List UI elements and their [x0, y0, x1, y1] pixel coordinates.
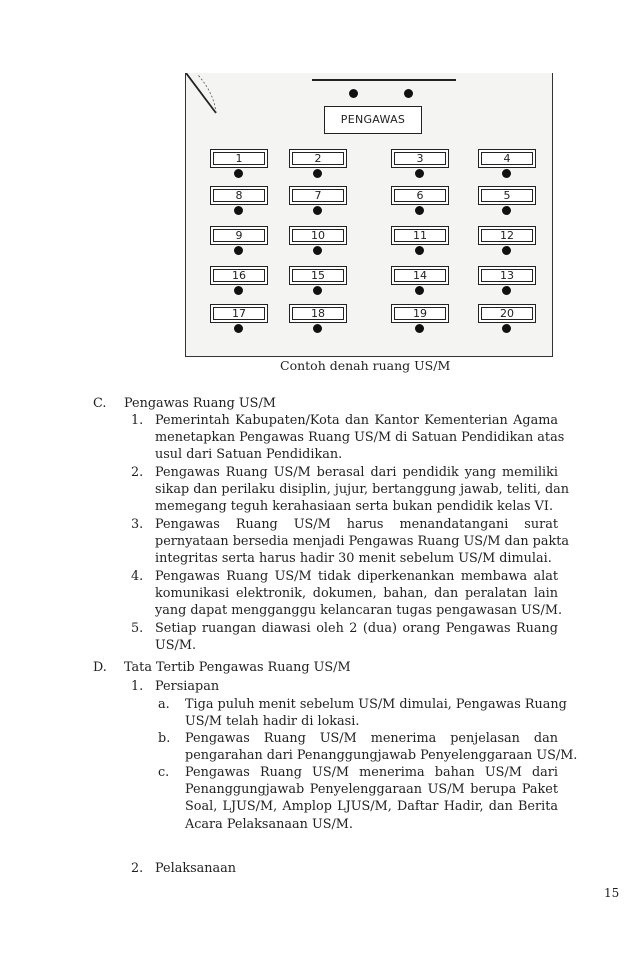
- list-item-number: 3.: [131, 517, 144, 532]
- sub1-number: 1.: [131, 679, 144, 694]
- student-seat: [415, 324, 424, 333]
- student-desk: 18: [289, 304, 347, 323]
- student-desk: 14: [391, 266, 449, 285]
- list-item-number: 2.: [131, 465, 144, 480]
- student-seat: [415, 206, 424, 215]
- student-seat: [502, 169, 511, 178]
- list-item-line: yang dapat mengganggu kelancaran tugas pengawasan US/M.: [155, 603, 563, 619]
- student-desk: 2: [289, 149, 347, 168]
- supervisor-desk: PENGAWAS: [324, 106, 422, 134]
- student-seat: [234, 169, 243, 178]
- sub-item-line: Pengawas Ruang US/M menerima penjelasan dan: [185, 731, 558, 746]
- student-desk: 17: [210, 304, 268, 323]
- sub-item-line: Pengawas Ruang US/M menerima bahan US/M dari: [185, 765, 558, 780]
- supervisor-seat-2: [404, 89, 413, 98]
- page-number: 15: [604, 886, 620, 900]
- student-seat: [313, 246, 322, 255]
- student-seat: [502, 286, 511, 295]
- student-desk: 19: [391, 304, 449, 323]
- section-d-title: Tata Tertib Pengawas Ruang US/M: [124, 660, 351, 675]
- list-item-number: 5.: [131, 621, 144, 636]
- list-item-line: Setiap ruangan diawasi oleh 2 (dua) orang Pengawas Ruang: [155, 621, 558, 636]
- student-desk: 20: [478, 304, 536, 323]
- student-desk: 11: [391, 226, 449, 245]
- sub-item-line: Soal, LJUS/M, Amplop LJUS/M, Daftar Hadir, dan Berita: [185, 799, 558, 815]
- sub-item-line: US/M telah hadir di lokasi.: [185, 714, 360, 730]
- list-item-line: US/M.: [155, 638, 197, 654]
- student-desk: 13: [478, 266, 536, 285]
- section-c-title: Pengawas Ruang US/M: [124, 396, 276, 411]
- sub-item-line: Acara Pelaksanaan US/M.: [185, 816, 353, 832]
- supervisor-seat-1: [349, 89, 358, 98]
- student-desk: 9: [210, 226, 268, 245]
- sub-item-letter: b.: [158, 731, 171, 746]
- student-seat: [313, 206, 322, 215]
- sub2-number: 2.: [131, 861, 144, 876]
- list-item-line: komunikasi elektronik, dokumen, bahan, dan peralatan lain: [155, 586, 558, 602]
- student-desk: 15: [289, 266, 347, 285]
- list-item-line: Pengawas Ruang US/M harus menandatangani surat: [155, 517, 558, 532]
- list-item-number: 4.: [131, 569, 144, 584]
- list-item-number: 1.: [131, 413, 144, 428]
- student-seat: [415, 169, 424, 178]
- student-desk: 12: [478, 226, 536, 245]
- student-desk: 7: [289, 186, 347, 205]
- plan-caption: Contoh denah ruang US/M: [280, 358, 451, 373]
- sub-item-line: Tiga puluh menit sebelum US/M dimulai, Pengawas Ruang: [185, 697, 567, 712]
- student-desk: 8: [210, 186, 268, 205]
- student-seat: [234, 286, 243, 295]
- sub-item-line: Penanggungjawab Penyelenggaraan US/M berupa Paket: [185, 782, 558, 798]
- student-desk: 5: [478, 186, 536, 205]
- student-desk: 16: [210, 266, 268, 285]
- sub-item-line: pengarahan dari Penanggungjawab Penyelenggaraan US/M.: [185, 748, 578, 764]
- student-seat: [313, 169, 322, 178]
- student-desk: 6: [391, 186, 449, 205]
- section-c-letter: C.: [93, 396, 107, 411]
- sub-item-letter: c.: [158, 765, 170, 780]
- student-seat: [234, 246, 243, 255]
- student-seat: [234, 324, 243, 333]
- student-desk: 10: [289, 226, 347, 245]
- student-desk: 4: [478, 149, 536, 168]
- student-seat: [415, 246, 424, 255]
- list-item-line: Pengawas Ruang US/M berasal dari pendidik yang memiliki: [155, 465, 558, 480]
- student-seat: [502, 324, 511, 333]
- list-item-line: Pemerintah Kabupaten/Kota dan Kantor Kementerian Agama: [155, 413, 558, 428]
- list-item-line: usul dari Satuan Pendidikan.: [155, 447, 343, 463]
- list-item-line: memegang teguh kerahasiaan serta bukan pendidik kelas VI.: [155, 499, 554, 515]
- room-floor-plan: [185, 73, 553, 357]
- list-item-line: sikap dan perilaku disiplin, jujur, bertanggung jawab, teliti, dan: [155, 482, 570, 498]
- sub1-title: Persiapan: [155, 679, 220, 694]
- student-desk: 3: [391, 149, 449, 168]
- section-d-letter: D.: [93, 660, 107, 675]
- student-seat: [313, 286, 322, 295]
- list-item-line: integritas serta harus hadir 30 menit sebelum US/M dimulai.: [155, 551, 552, 567]
- student-seat: [502, 246, 511, 255]
- list-item-line: menetapkan Pengawas Ruang US/M di Satuan Pendidikan atas: [155, 430, 565, 446]
- student-seat: [234, 206, 243, 215]
- list-item-line: pernyataan bersedia menjadi Pengawas Ruang US/M dan pakta: [155, 534, 570, 550]
- student-seat: [313, 324, 322, 333]
- student-desk: 1: [210, 149, 268, 168]
- student-seat: [502, 206, 511, 215]
- list-item-line: Pengawas Ruang US/M tidak diperkenankan membawa alat: [155, 569, 558, 584]
- sub-item-letter: a.: [158, 697, 170, 712]
- sub2-title: Pelaksanaan: [155, 861, 237, 876]
- student-seat: [415, 286, 424, 295]
